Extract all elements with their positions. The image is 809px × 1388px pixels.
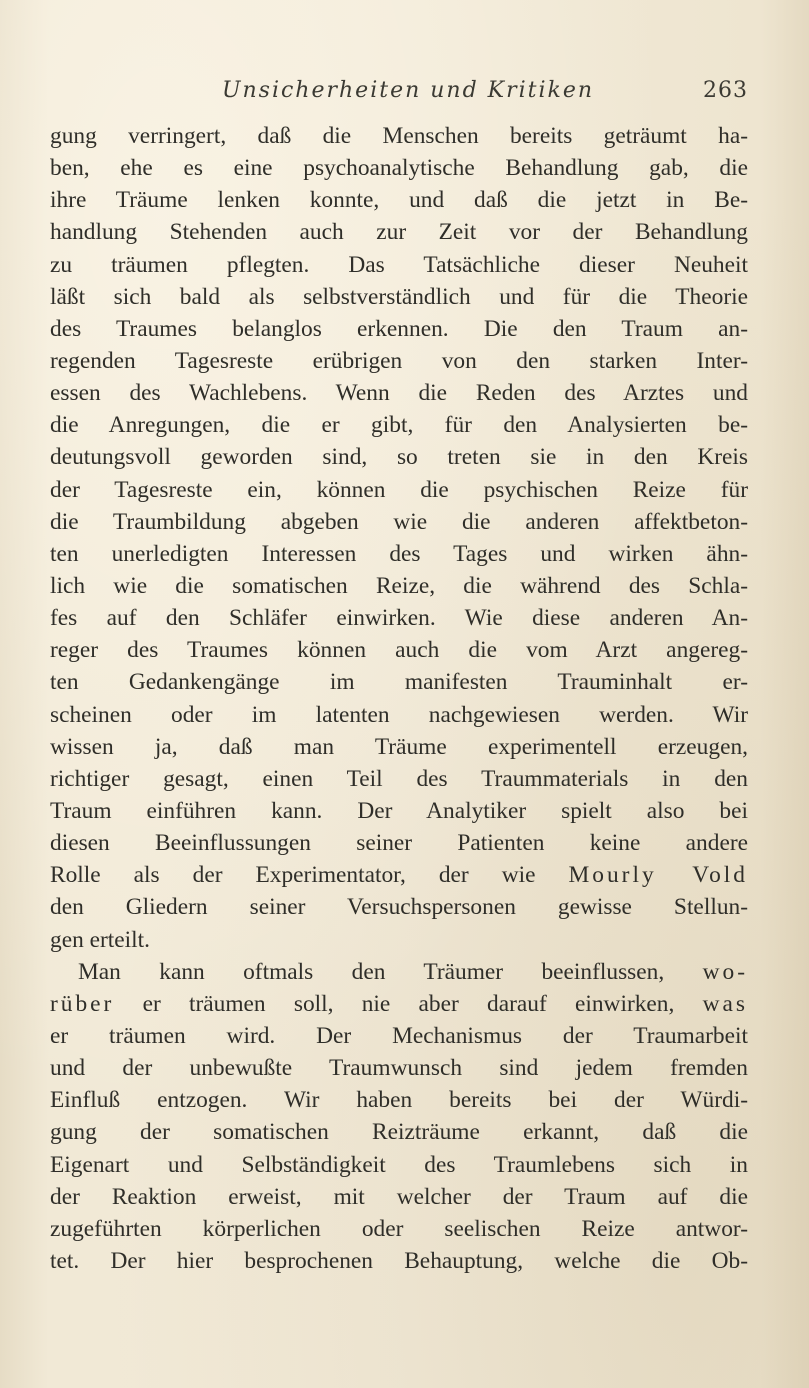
text-line: des Traumes belanglos erkennen. Die den Traum an- bbox=[50, 315, 748, 342]
text-line: gung der somatischen Reizträume erkannt, daß die bbox=[50, 1119, 748, 1146]
text-line: fes auf den Schläfer einwirken. Wie diese anderen An- bbox=[50, 605, 748, 632]
emphasis-word: wo- bbox=[702, 958, 748, 985]
text-line: ihre Träume lenken konnte, und daß die jetzt in Be- bbox=[50, 187, 748, 214]
author-name: Mourly Vold bbox=[568, 862, 748, 889]
text-line: und der unbewußte Traumwunsch sind jedem fremden bbox=[50, 1055, 748, 1082]
text-line: den Gliedern seiner Versuchspersonen gewisse Stellun- bbox=[50, 894, 748, 921]
text-line: die Traumbildung abgeben wie die anderen affektbeton- bbox=[50, 508, 748, 535]
text-line: wissen ja, daß man Träume experimentell erzeugen, bbox=[50, 733, 748, 760]
text-segment: Rolle als der Experimentator, der wie bbox=[50, 862, 536, 889]
text-line bbox=[50, 988, 748, 1020]
text-line: deutungsvoll geworden sind, so treten sie in den Kreis bbox=[50, 444, 748, 471]
text-line: regenden Tagesreste erübrigen von den starken Inter- bbox=[50, 347, 748, 374]
body-text bbox=[50, 120, 748, 1277]
text-line: gung verringert, daß die Menschen bereits geträumt ha- bbox=[50, 123, 748, 149]
text-line: Traum einführen kann. Der Analytiker spielt also bei bbox=[50, 797, 748, 824]
page-header bbox=[50, 78, 748, 110]
text-line: der Reaktion erweist, mit welcher der Traum auf die bbox=[50, 1183, 748, 1210]
emphasis-word: rüber bbox=[50, 990, 115, 1017]
text-line: die Anregungen, die er gibt, für den Analysierten be- bbox=[50, 412, 748, 439]
text-line: Einfluß entzogen. Wir haben bereits bei der Würdi- bbox=[50, 1087, 748, 1114]
text-line: handlung Stehenden auch zur Zeit vor der Behandlung bbox=[50, 219, 748, 246]
text-line bbox=[50, 859, 748, 891]
emphasis-word: was bbox=[702, 990, 748, 1017]
text-line: essen des Wachlebens. Wenn die Reden des Arztes und bbox=[50, 380, 748, 407]
page-number: 263 bbox=[703, 78, 748, 103]
text-line: reger des Traumes können auch die vom Arzt angereg- bbox=[50, 637, 748, 664]
running-title: Unsicherheiten und Kritiken bbox=[221, 78, 595, 103]
text-line: diesen Beeinflussungen seiner Patienten keine andere bbox=[50, 830, 748, 857]
text-line: zugeführten körperlichen oder seelischen Reize antwor- bbox=[50, 1215, 748, 1242]
paragraph-start-line bbox=[50, 956, 748, 988]
text-segment: Man kann oftmals den Träumer beeinflussen, bbox=[78, 958, 665, 985]
text-line: er träumen wird. Der Mechanismus der Traumarbeit bbox=[50, 1022, 748, 1049]
text-line: der Tagesreste ein, können die psychischen Reize für bbox=[50, 476, 748, 503]
text-line: zu träumen pflegten. Das Tatsächliche dieser Neuheit bbox=[50, 251, 748, 278]
text-line: ben, ehe es eine psychoanalytische Behandlung gab, die bbox=[50, 155, 748, 182]
text-line: lich wie die somatischen Reize, die während des Schla- bbox=[50, 572, 748, 599]
text-line: scheinen oder im latenten nachgewiesen werden. Wir bbox=[50, 701, 748, 728]
text-line: richtiger gesagt, einen Teil des Traummaterials in den bbox=[50, 765, 748, 792]
text-line: ten Gedankengänge im manifesten Trauminhalt er- bbox=[50, 669, 748, 696]
text-line: tet. Der hier besprochenen Behauptung, welche die Ob- bbox=[50, 1247, 748, 1274]
text-line: Eigenart und Selbständigkeit des Traumlebens sich in bbox=[50, 1151, 748, 1178]
text-line: ten unerledigten Interessen des Tages und wirken ähn- bbox=[50, 540, 748, 567]
text-line: läßt sich bald als selbstverständlich und für die Theorie bbox=[50, 283, 748, 310]
text-segment: er träumen soll, nie aber darauf einwirken, bbox=[142, 990, 675, 1017]
paragraph-end-line: gen erteilt. bbox=[50, 926, 151, 953]
